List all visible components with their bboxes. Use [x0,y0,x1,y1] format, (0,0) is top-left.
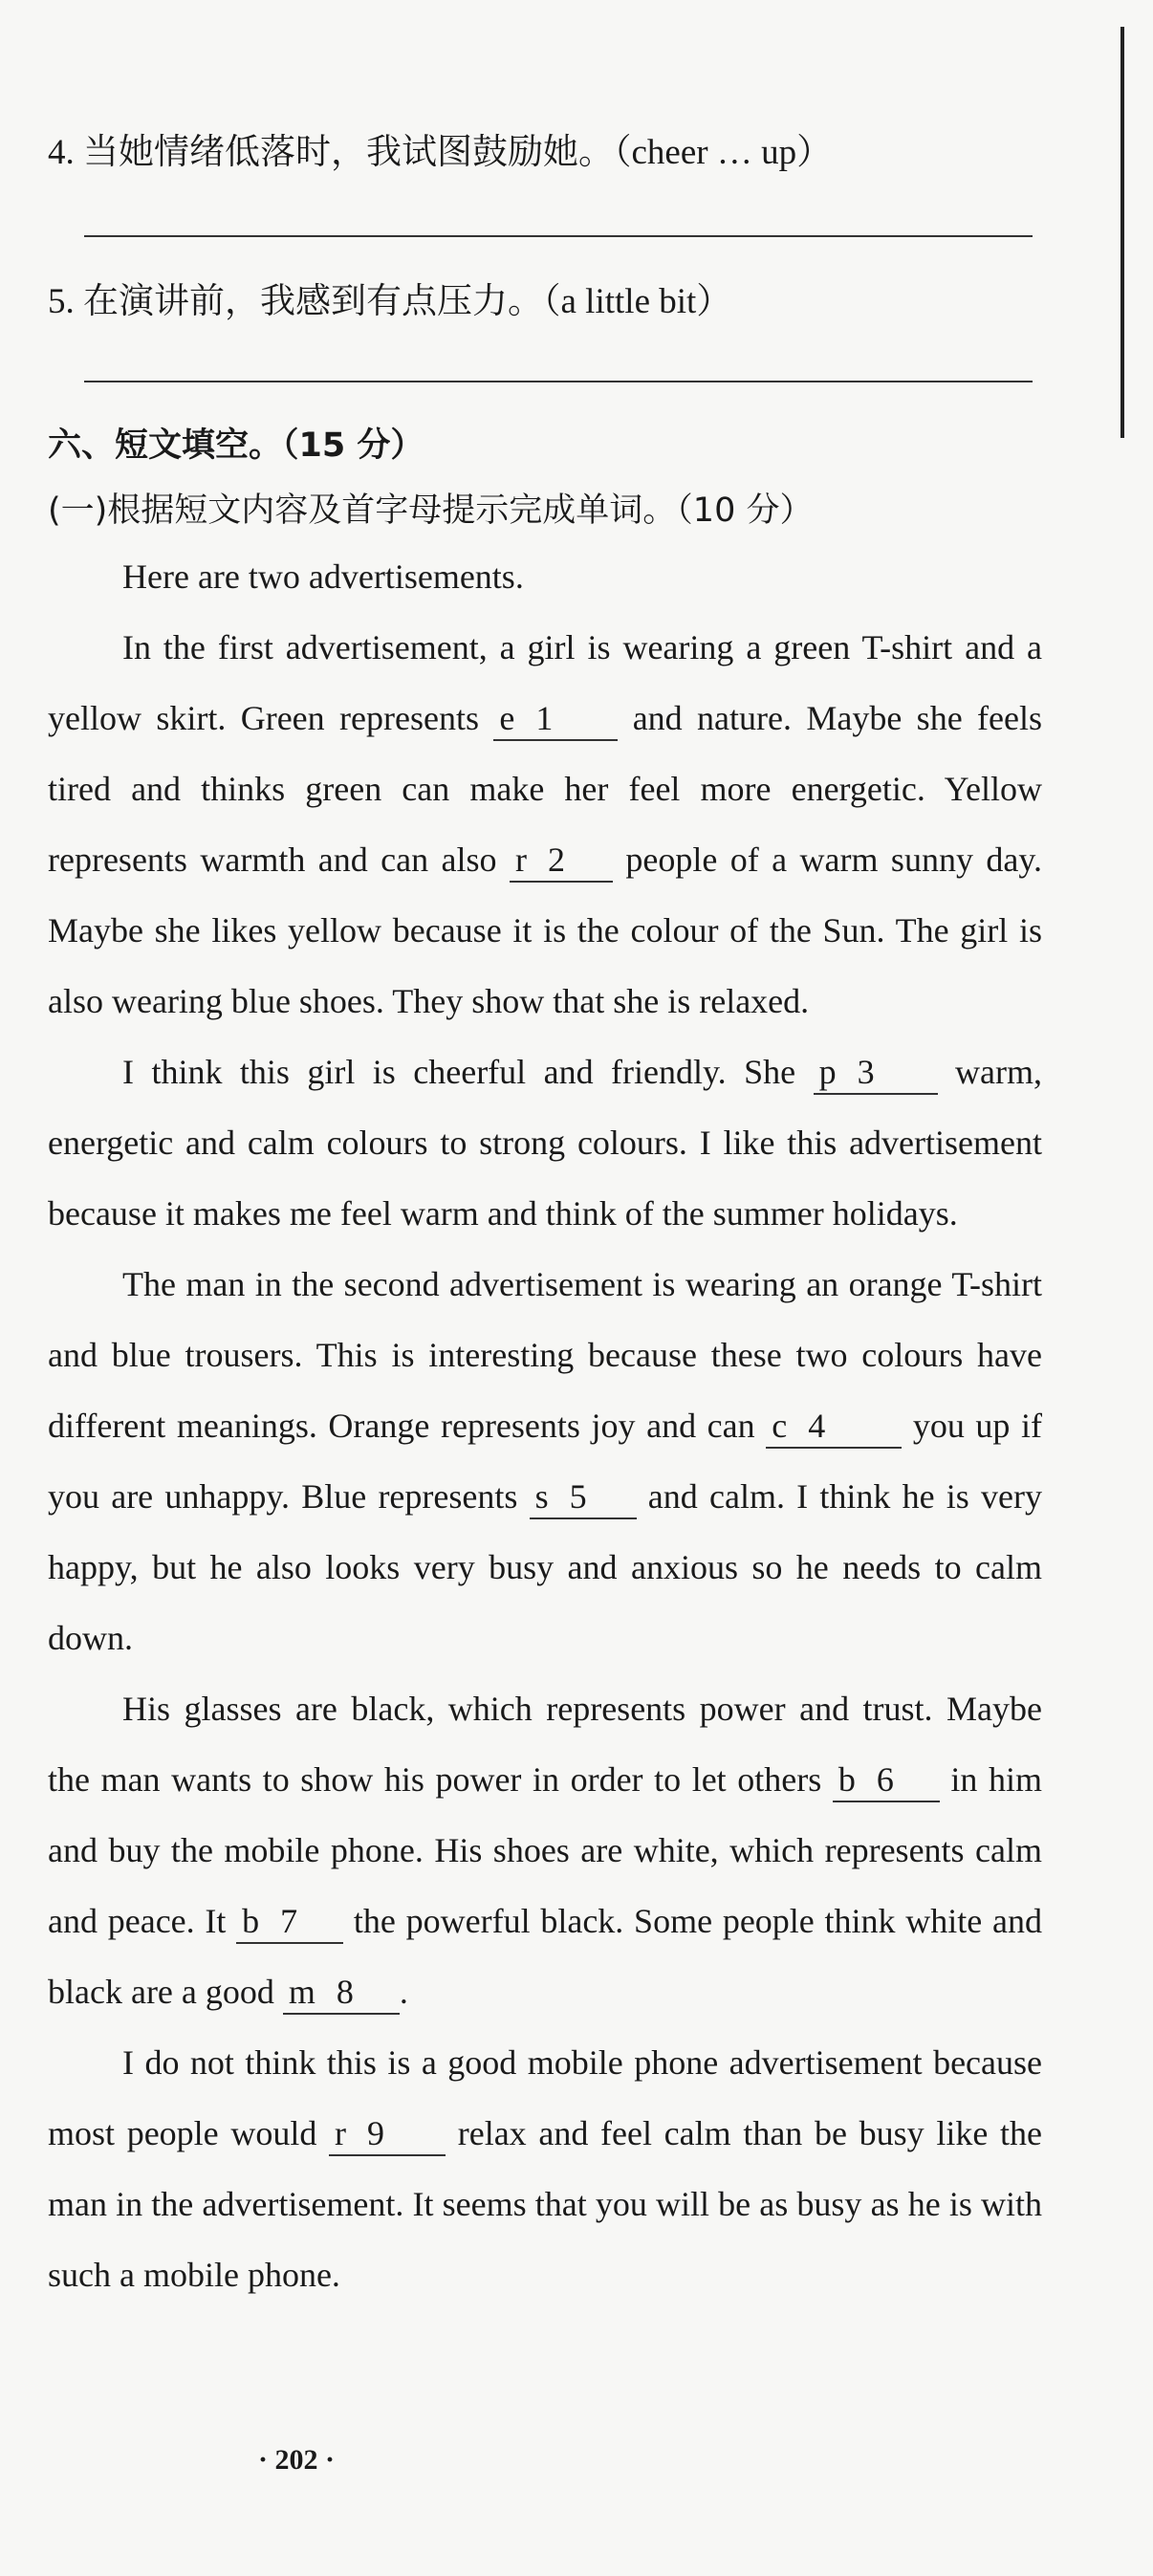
question-5: 5. 在演讲前，我感到有点压力。（a little bit） [48,282,732,321]
blank-6[interactable]: b 6 [833,1759,940,1802]
blank-9[interactable]: r 9 [329,2113,446,2156]
blank-4[interactable]: c 4 [766,1406,902,1449]
paragraph-1: Here are two advertisements. [122,557,524,596]
answer-line-4 [84,235,1033,237]
answer-line-5 [84,381,1033,382]
passage [48,541,1042,2310]
blank-7[interactable]: b 7 [236,1901,343,1944]
paragraph-4: The man in the second advertisement is wearing an orange T-shirt and blue trousers. This is interesting because these two colours have different meanings. Orange represents joy and can c 4 you up if you are unhappy. Blue represents s 5 and calm. I think he is very happy, but he also looks very busy and anxious so he needs to calm down. [48,1265,1042,1657]
blank-3[interactable]: p 3 [814,1052,938,1095]
blank-1[interactable]: e 1 [493,698,618,741]
blank-5[interactable]: s 5 [530,1476,637,1519]
blank-8[interactable]: m 8 [283,1972,400,2015]
blank-2[interactable]: r 2 [510,840,613,883]
page-number: · 202 · [257,2444,335,2476]
margin-rule [1120,27,1124,438]
section-subtitle: (一)根据短文内容及首字母提示完成单词。（10 分） [48,491,814,530]
section-title: 六、短文填空。（15 分） [48,426,424,465]
paragraph-2: In the first advertisement, a girl is wearing a green T-shirt and a yellow skirt. Green represents e 1 and nature. Maybe she feels tired and thinks green can make her feel more energetic. Yellow represents warmth and can also r 2 people of a warm sunny day. Maybe she likes yellow because it is the colour of the Sun. The girl is also wearing blue shoes. They show that she is relaxed. [48,628,1043,1020]
paragraph-6: I do not think this is a good mobile phone advertisement because most people would r 9 relax and feel calm than be busy like the man in the advertisement. It seems that you will be as busy as he is with such a mobile phone. [48,2043,1042,2294]
paragraph-3: I think this girl is cheerful and friendly. She p 3 warm, energetic and calm colours to strong colours. I like this advertisement because it makes me feel warm and think of the summer holidays. [48,1053,1042,1233]
question-4: 4. 当她情绪低落时，我试图鼓励她。（cheer … up） [48,133,833,172]
paragraph-5: His glasses are black, which represents power and trust. Maybe the man wants to show his power in order to let others b 6 in him and buy the mobile phone. His shoes are white, which represents calm and peace. It b 7 the powerful black. Some people think white and black are a good m 8 . [48,1673,1042,2027]
